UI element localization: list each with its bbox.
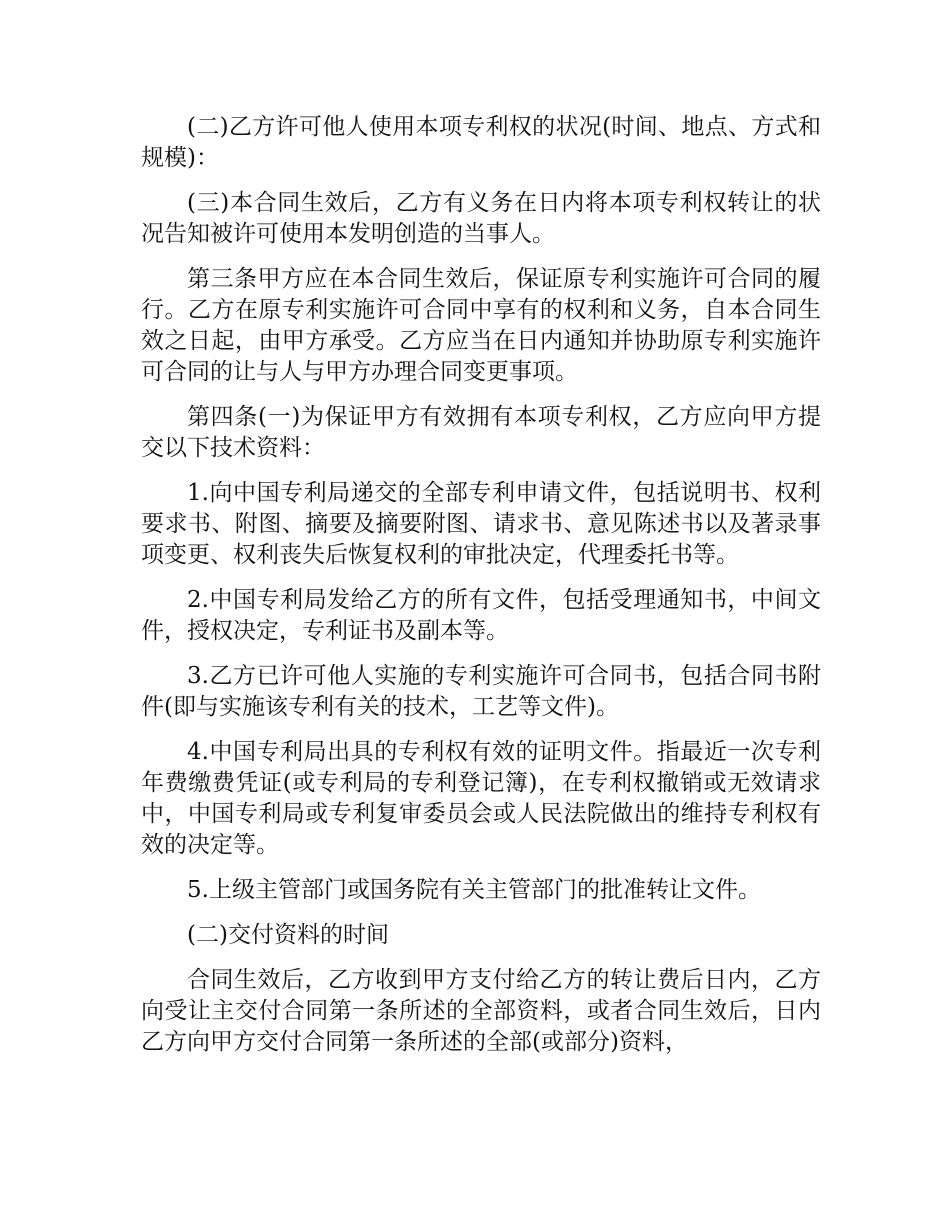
- paragraph-delivery-time: 合同生效后，乙方收到甲方支付给乙方的转让费后日内，乙方向受让主交付合同第一条所述的全部资料，或者合同生效后，日内乙方向甲方交付合同第一条所述的全部(或部分)资料，: [141, 967, 821, 1055]
- list-item-4: 4.中国专利局出具的专利权有效的证明文件。指最近一次专利年费缴费凭证(或专利局的专利登记簿)，在专利权撤销或无效请求中，中国专利局或专利复审委员会或人民法院做出的维持专利权有效的决定等。: [141, 739, 821, 858]
- list-item-2: 2.中国专利局发给乙方的所有文件，包括受理通知书，中间文件，授权决定，专利证书及副本等。: [141, 587, 821, 644]
- paragraph-article-3: 第三条甲方应在本合同生效后，保证原专利实施许可合同的履行。乙方在原专利实施许可合同中享有的权利和义务，自本合同生效之日起，由甲方承受。乙方应当在日内通知并协助原专利实施许可合同的让与人与甲方办理合同变更事项。: [141, 266, 821, 385]
- paragraph-2-subsection-2: (二)乙方许可他人使用本项专利权的状况(时间、地点、方式和规模)：: [141, 114, 821, 171]
- document-body: [141, 112, 821, 1072]
- list-item-5: 5.上级主管部门或国务院有关主管部门的批准转让文件。: [187, 877, 761, 903]
- list-item-3: 3.乙方已许可他人实施的专利实施许可合同书，包括合同书附件(即与实施该专利有关的技术，工艺等文件)。: [141, 663, 821, 720]
- paragraph-article-4-subsection-1: 第四条(一)为保证甲方有效拥有本项专利权，乙方应向甲方提交以下技术资料：: [141, 404, 821, 461]
- paragraph-2-subsection-3: (三)本合同生效后，乙方有义务在日内将本项专利权转让的状况告知被许可使用本发明创造的当事人。: [141, 190, 821, 247]
- list-item-1: 1.向中国专利局递交的全部专利申请文件，包括说明书、权利要求书、附图、摘要及摘要附图、请求书、意见陈述书以及著录事项变更、权利丧失后恢复权利的审批决定，代理委托书等。: [141, 480, 821, 568]
- paragraph-article-4-subsection-2: (二)交付资料的时间: [187, 922, 389, 948]
